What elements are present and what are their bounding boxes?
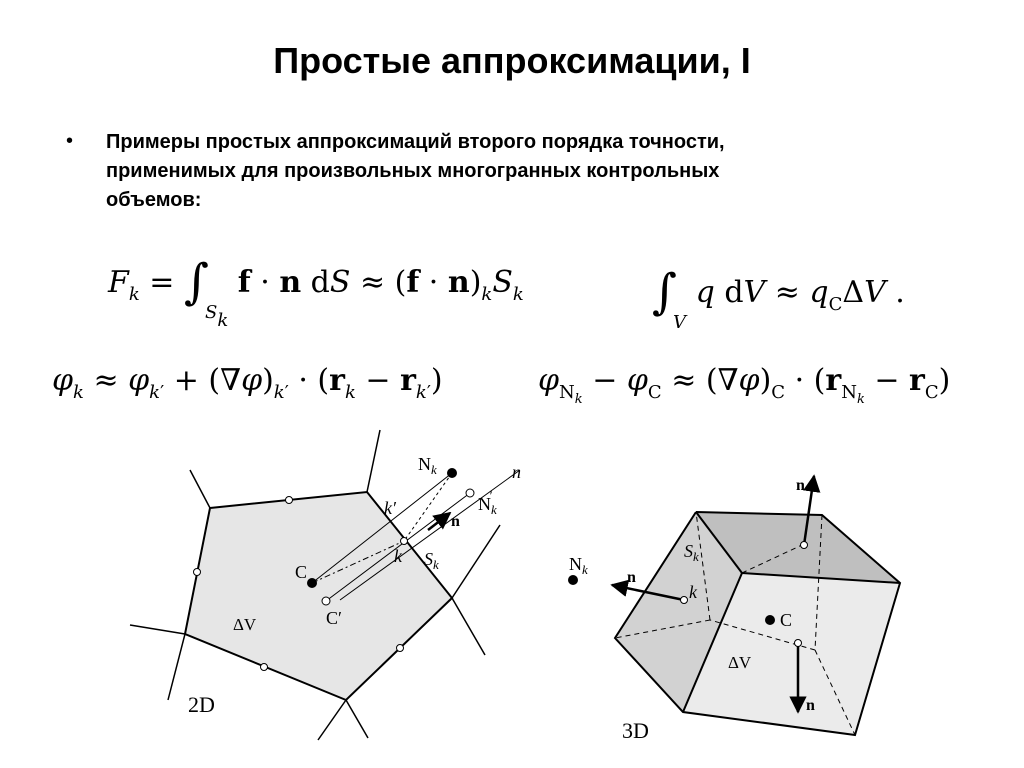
face-point-k	[681, 597, 688, 604]
diagram-2d	[120, 425, 560, 745]
label-c: C	[780, 610, 793, 630]
label-n-line: n	[512, 462, 521, 482]
caption-3d: 3D	[622, 718, 649, 743]
face-midpoint	[194, 569, 201, 576]
bullet-text	[106, 128, 926, 215]
label-normal-top: n	[796, 477, 805, 494]
svg-text:Nk	[418, 454, 437, 477]
label-normal-bottom: n	[806, 697, 815, 714]
mesh-edge	[346, 700, 368, 738]
label-nk: N	[418, 454, 431, 474]
formula-neighbour-difference: $\varphi_{N_k} - \varphi_C \approx (\nabla\varphi)_C \cdot (r_{N_k} - r_C)$	[538, 363, 951, 407]
label-delta-v: ΔV	[728, 653, 752, 672]
slide-title: Простые аппроксимации, I	[273, 40, 751, 81]
label-k: k	[689, 582, 697, 602]
label-k-prime: k′	[384, 498, 396, 518]
label-c-prime: C′	[326, 608, 342, 628]
caption-2d: 2D	[188, 692, 215, 717]
centroid-c	[307, 578, 317, 588]
control-volume-2d	[185, 492, 452, 700]
bullet-line: Примеры простых аппроксимаций второго порядка точности,	[106, 131, 725, 153]
centroid-projection	[322, 597, 330, 605]
label-c: C	[295, 562, 308, 582]
label-nk-sub: k	[582, 562, 588, 577]
label-normal-left: n	[627, 569, 636, 586]
svg-text:Nk′: $N_k'$	[478, 488, 497, 517]
formula-face-interpolation: $\varphi_k \approx \varphi_{k'} + (\nabla\varphi)_{k'} \cdot (r_k - r_{k'})$	[52, 363, 443, 403]
face-midpoint	[397, 645, 404, 652]
svg-text:Nk	[569, 554, 588, 577]
neighbour-centroid	[447, 468, 457, 478]
label-normal: n	[451, 513, 460, 530]
label-nk: N	[569, 554, 582, 574]
neighbour-centroid	[568, 575, 578, 585]
bullet-line: применимых для произвольных многогранных контрольных	[106, 160, 720, 182]
label-k: k	[394, 546, 402, 566]
formula-surface-flux: $F_k = \int_{S_k}$ f · n dS ≈ $(f \cdot n)_kS_k$	[108, 254, 524, 331]
face-point-top	[801, 542, 808, 549]
svg-text:Sk	[424, 549, 439, 572]
label-sk-sub: k	[433, 557, 439, 572]
face-point-k	[401, 538, 408, 545]
mesh-edge	[130, 625, 185, 634]
neighbour-projection	[466, 489, 474, 497]
bullet-symbol: •	[66, 130, 74, 152]
mesh-edge	[168, 634, 185, 700]
label-nk-prime-sub: k	[491, 502, 497, 517]
mesh-edge	[452, 598, 485, 655]
label-nk-prime: N	[478, 494, 491, 514]
label-sk: S	[684, 541, 693, 561]
face-midpoint	[286, 497, 293, 504]
face-point-bottom	[795, 640, 802, 647]
label-sk-sub: k	[693, 549, 699, 564]
centroid-c	[765, 615, 775, 625]
dashed-nk-k	[404, 473, 452, 541]
face-midpoint	[261, 664, 268, 671]
mesh-edge	[367, 430, 380, 492]
label-delta-v: ΔV	[233, 615, 257, 634]
label-sk: S	[424, 549, 433, 569]
formula-volume-integral: $\int_V$ q dV ≈ $q_C\Delta V$ .	[652, 264, 905, 333]
bullet-line: объемов:	[106, 189, 202, 211]
mesh-edge	[190, 470, 210, 508]
label-nk-sub: k	[431, 462, 437, 477]
mesh-edge	[452, 525, 500, 598]
mesh-edge	[318, 700, 346, 740]
diagram-3d	[555, 465, 935, 755]
